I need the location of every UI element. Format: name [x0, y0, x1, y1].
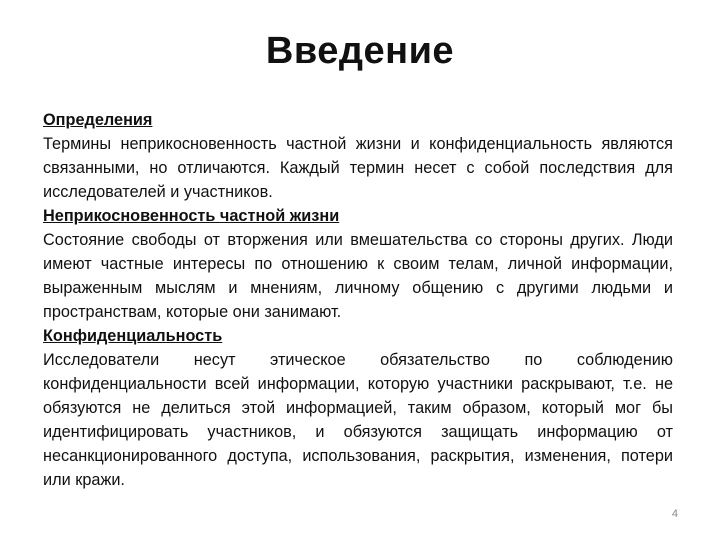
- section-text-definitions: Термины неприкосновенность частной жизни и конфиденциальность являются связанными, но отличаются. Каждый термин несет с собой последствия для исследователей и участников.: [43, 135, 673, 201]
- page-number: 4: [671, 508, 678, 520]
- section-heading-privacy: Неприкосновенность частной жизни: [43, 207, 340, 225]
- section-heading-definitions: Определения: [43, 111, 153, 129]
- section-heading-confidentiality: Конфиденциальность: [43, 327, 223, 345]
- section-text-confidentiality: Исследователи несут этическое обязательство по соблюдению конфиденциальности всей информации, которую участники раскрывают, т.е. не обязуются не делиться этой информацией, таким образом, который мог бы идентифицировать участников, и обязуются защищать информацию от несанкционированного доступа, использования, раскрытия, изменения, потери или кражи.: [43, 351, 673, 489]
- slide-content: [43, 108, 673, 492]
- slide-title: Введение: [265, 30, 455, 72]
- section-text-privacy: Состояние свободы от вторжения или вмешательства со стороны других. Люди имеют частные интересы по отношению к своим телам, личной информации, выраженным мыслям и мнениям, личному общению с другими людьми и пространствам, которые они занимают.: [43, 231, 673, 321]
